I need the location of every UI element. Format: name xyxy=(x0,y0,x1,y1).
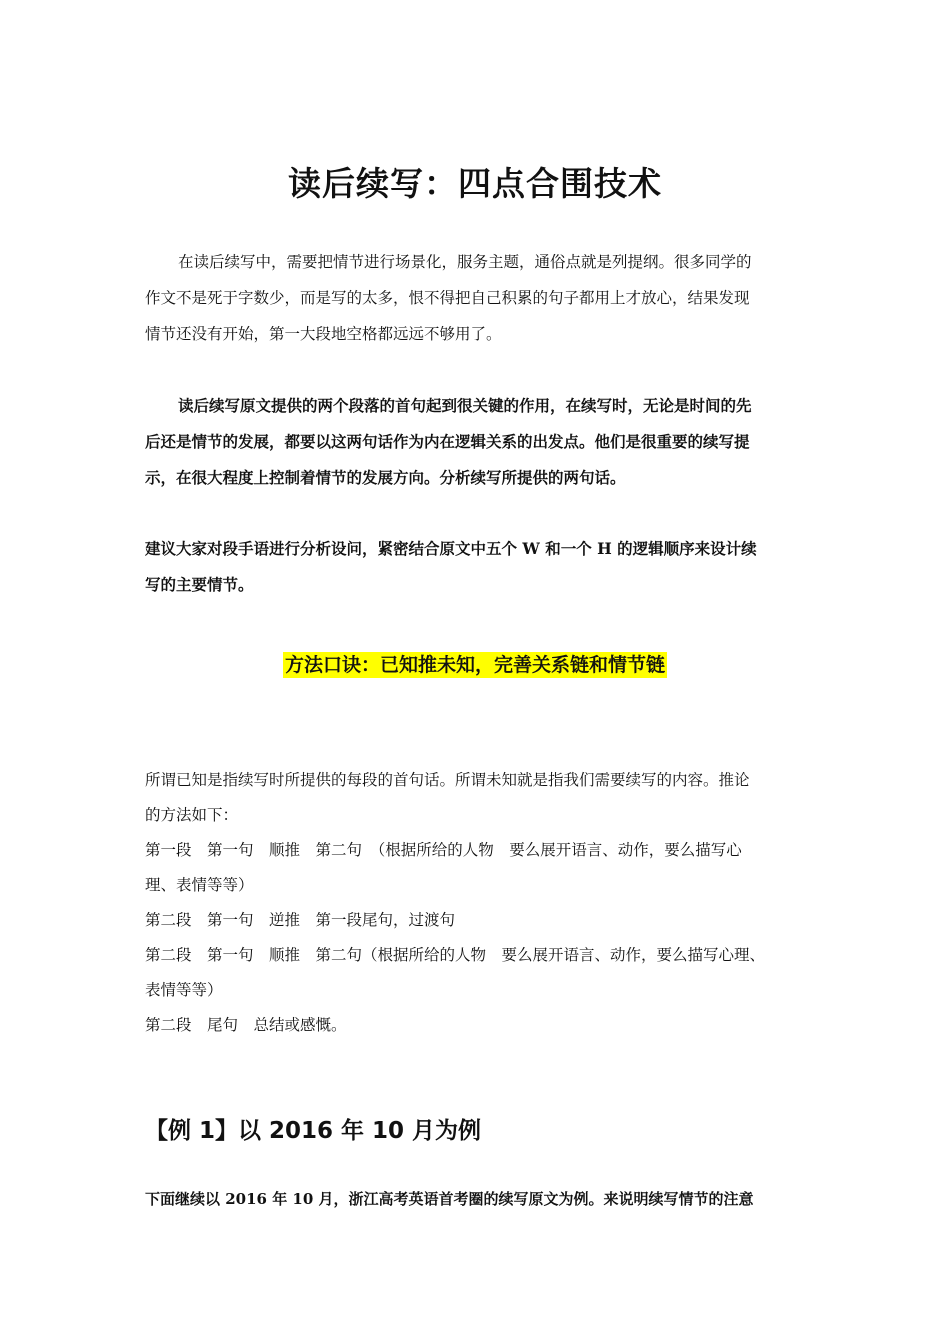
example-intro-line: 下面继续以 2016 年 10 月，浙江高考英语首考圈的续写原文为例。来说明续写情节的注意 xyxy=(145,1190,754,1208)
paragraph-line: 写的主要情节。 xyxy=(145,575,254,594)
paragraph-line: 示，在很大程度上控制着情节的发展方向。分析续写所提供的两句话。 xyxy=(145,468,626,487)
method-motto xyxy=(0,650,950,677)
example-heading: 【例 1】以 2016 年 10 月为例 xyxy=(145,1118,482,1144)
paragraph-line: 后还是情节的发展，都要以这两句话作为内在逻辑关系的出发点。他们是很重要的续写提 xyxy=(145,432,750,451)
highlighted-motto-text: 方法口诀：已知推未知，完善关系链和情节链 xyxy=(284,654,665,676)
first-sentence-paragraph xyxy=(145,388,810,496)
method-line: 表情等等） xyxy=(145,981,223,999)
method-line: 第二段 第一句 逆推 第一段尾句，过渡句 xyxy=(145,911,456,929)
method-line: 第一段 第一句 顺推 第二句 （根据所给的人物 要么展开语言、动作，要么描写心 xyxy=(145,841,742,859)
paragraph-line: 情节还没有开始，第一大段地空格都远远不够用了。 xyxy=(145,325,502,343)
method-line: 理、表情等等） xyxy=(145,876,254,894)
page-title: 读后续写：四点合围技术 xyxy=(288,164,662,203)
method-line: 第二段 尾句 总结或感慨。 xyxy=(145,1016,347,1034)
suggestion-paragraph xyxy=(145,531,810,603)
paragraph-line: 建议大家对段手语进行分析设问，紧密结合原文中五个 W 和一个 H 的逻辑顺序来设计续 xyxy=(145,539,757,558)
paragraph-line: 在读后续写中，需要把情节进行场景化，服务主题，通俗点就是列提纲。很多同学的 xyxy=(178,253,752,271)
paragraph-line: 作文不是死于字数少，而是写的太多，恨不得把自己积累的句子都用上才放心，结果发现 xyxy=(145,289,750,307)
method-list xyxy=(145,763,825,1043)
paragraph-line: 读后续写原文提供的两个段落的首句起到很关键的作用，在续写时，无论是时间的先 xyxy=(178,396,752,415)
method-line: 第二段 第一句 顺推 第二句（根据所给的人物 要么展开语言、动作，要么描写心理、 xyxy=(145,946,766,964)
intro-paragraph xyxy=(145,244,810,352)
method-line: 所谓已知是指续写时所提供的每段的首句话。所谓未知就是指我们需要续写的内容。推论 xyxy=(145,771,750,789)
method-line: 的方法如下： xyxy=(145,806,239,824)
